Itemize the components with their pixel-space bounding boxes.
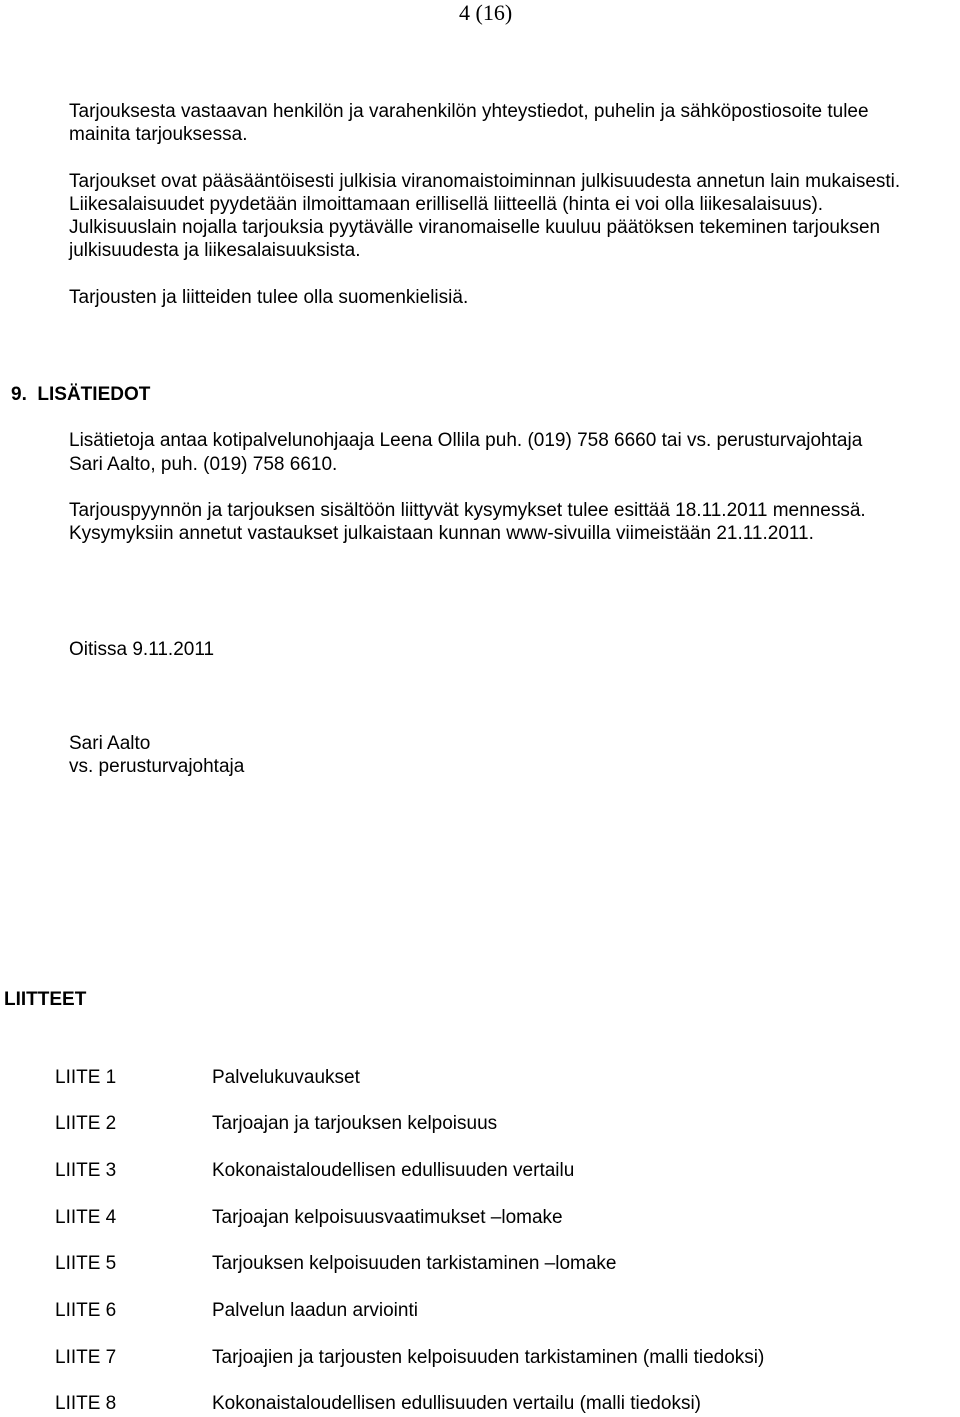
attachment-title: Palvelukuvaukset xyxy=(212,1067,360,1088)
attachment-id: LIITE 4 xyxy=(55,1207,117,1228)
attachment-id: LIITE 7 xyxy=(55,1347,117,1368)
contact-paragraph-line-1: Tarjouksesta vastaavan henkilön ja varahenkilön yhteystiedot, puhelin ja sähköpostiosoite tulee xyxy=(69,101,869,122)
attachment-title: Palvelun laadun arviointi xyxy=(212,1300,418,1321)
attachment-title: Tarjoajan kelpoisuusvaatimukset –lomake xyxy=(212,1207,563,1228)
attachment-id: LIITE 8 xyxy=(55,1393,117,1414)
language-requirement: Tarjousten ja liitteiden tulee olla suomenkielisiä. xyxy=(69,287,469,308)
attachment-id: LIITE 3 xyxy=(55,1160,117,1181)
contact-paragraph-line-2: mainita tarjouksessa. xyxy=(69,124,248,145)
attachment-id: LIITE 1 xyxy=(55,1067,117,1088)
attachment-title: Tarjouksen kelpoisuuden tarkistaminen –lomake xyxy=(212,1253,617,1274)
attachment-id: LIITE 6 xyxy=(55,1300,117,1321)
attachment-title: Tarjoajan ja tarjouksen kelpoisuus xyxy=(212,1113,498,1134)
attachment-title: Kokonaistaloudellisen edullisuuden vertailu xyxy=(212,1160,575,1181)
publicity-paragraph-line-4: julkisuudesta ja liikesalaisuuksista. xyxy=(69,240,361,261)
attachments-heading: LIITTEET xyxy=(4,989,87,1010)
publicity-paragraph-line-2: Liikesalaisuudet pyydetään ilmoittamaan erillisellä liitteellä (hinta ei voi olla liikesalaisuus). xyxy=(69,194,824,215)
publicity-paragraph-line-1: Tarjoukset ovat pääsääntöisesti julkisia viranomaistoiminnan julkisuudesta annetun lain mukaisesti. xyxy=(69,171,901,192)
signature-place-date: Oitissa 9.11.2011 xyxy=(69,639,215,660)
signature-title: vs. perusturvajohtaja xyxy=(69,756,245,777)
signature-name: Sari Aalto xyxy=(69,733,151,754)
attachment-title: Kokonaistaloudellisen edullisuuden vertailu (malli tiedoksi) xyxy=(212,1393,701,1414)
questions-line-1: Tarjouspyynnön ja tarjouksen sisältöön liittyvät kysymykset tulee esittää 18.11.2011 mennessä. xyxy=(69,500,866,521)
attachment-id: LIITE 5 xyxy=(55,1253,117,1274)
contact-info-line-1: Lisätietoja antaa kotipalvelunohjaaja Leena Ollila puh. (019) 758 6660 tai vs. perusturvajohtaja xyxy=(69,430,863,451)
questions-line-2: Kysymyksiin annetut vastaukset julkaistaan kunnan www-sivuilla viimeistään 21.11.2011. xyxy=(69,523,814,544)
section-9-heading: 9. LISÄTIEDOT xyxy=(11,384,151,405)
publicity-paragraph-line-3: Julkisuuslain nojalla tarjouksia pyytävälle viranomaiselle kuuluu päätöksen tekeminen tarjouksen xyxy=(69,217,881,238)
attachment-id: LIITE 2 xyxy=(55,1113,117,1134)
attachment-title: Tarjoajien ja tarjousten kelpoisuuden tarkistaminen (malli tiedoksi) xyxy=(212,1347,765,1368)
contact-info-line-2: Sari Aalto, puh. (019) 758 6610. xyxy=(69,454,338,475)
page-number: 4 (16) xyxy=(459,0,513,25)
